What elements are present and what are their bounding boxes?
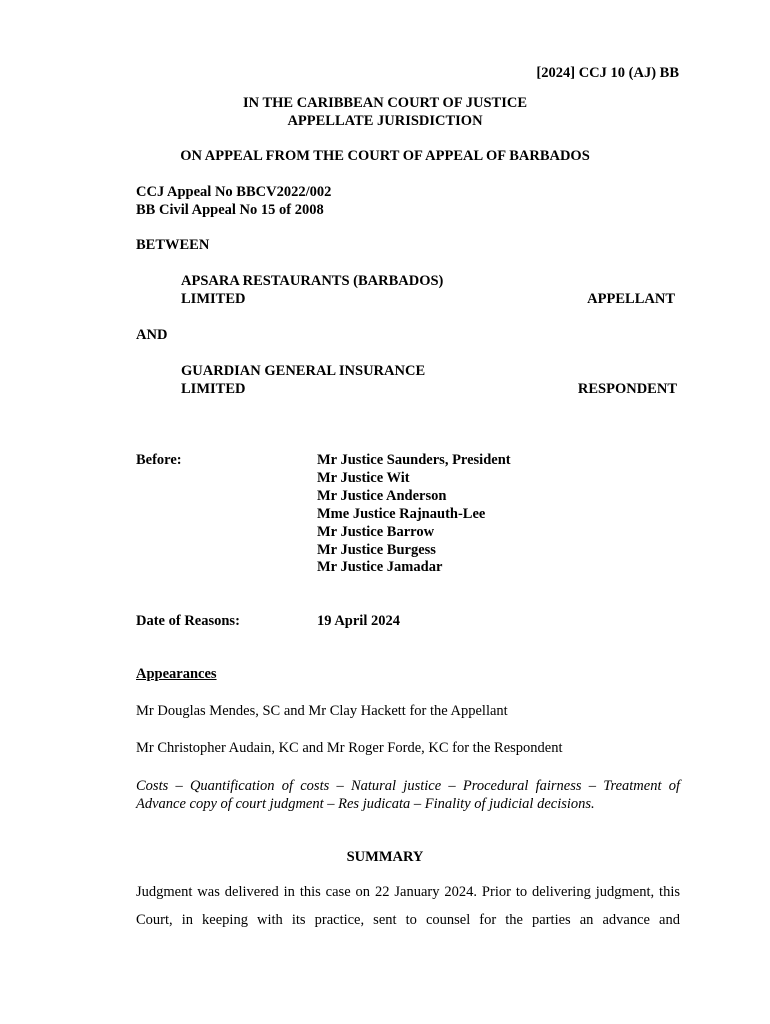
between-label: BETWEEN <box>136 237 210 253</box>
before-label: Before: <box>136 452 182 468</box>
court-name: IN THE CARIBBEAN COURT OF JUSTICE <box>242 95 528 111</box>
judge-item: Mr Justice Saunders, President <box>317 452 511 468</box>
appellant-counsel: Mr Douglas Mendes, SC and Mr Clay Hackett for the Appellant <box>136 703 508 719</box>
keywords-line2: Advance copy of court judgment – Res judicata – Finality of judicial decisions. <box>136 796 595 812</box>
jurisdiction: APPELLATE JURISDICTION <box>287 113 483 129</box>
judge-item: Mme Justice Rajnauth-Lee <box>317 506 486 522</box>
appellant-name-line1: APSARA RESTAURANTS (BARBADOS) <box>181 273 444 289</box>
judge-item: Mr Justice Anderson <box>317 488 447 504</box>
judge-item: Mr Justice Wit <box>317 470 410 486</box>
date-value: 19 April 2024 <box>317 613 400 629</box>
appellant-name-line2: LIMITED <box>181 291 246 307</box>
keywords-line1: Costs – Quantification of costs – Natural justice – Procedural fairness – Treatment of <box>136 778 680 794</box>
judge-item: Mr Justice Burgess <box>317 542 436 558</box>
summary-line1: Judgment was delivered in this case on 22 January 2024. Prior to delivering judgment, this <box>136 884 680 900</box>
summary-line2: Court, in keeping with its practice, sent to counsel for the parties an advance and <box>136 912 680 928</box>
bb-civil-appeal-number: BB Civil Appeal No 15 of 2008 <box>136 202 324 218</box>
date-label: Date of Reasons: <box>136 613 240 629</box>
respondent-counsel: Mr Christopher Audain, KC and Mr Roger Forde, KC for the Respondent <box>136 740 563 756</box>
judge-item: Mr Justice Barrow <box>317 524 435 540</box>
judge-item: Mr Justice Jamadar <box>317 559 443 575</box>
respondent-name-line2: LIMITED <box>181 381 246 397</box>
appearances-heading: Appearances <box>136 666 217 682</box>
ccj-appeal-number: CCJ Appeal No BBCV2022/002 <box>136 184 332 200</box>
and-label: AND <box>136 327 168 343</box>
neutral-citation: [2024] CCJ 10 (AJ) BB <box>536 65 679 81</box>
appeal-from: ON APPEAL FROM THE COURT OF APPEAL OF BARBADOS <box>180 148 590 164</box>
summary-heading: SUMMARY <box>346 849 424 865</box>
appellant-role: APPELLANT <box>587 291 675 307</box>
respondent-role: RESPONDENT <box>577 381 677 397</box>
respondent-name-line1: GUARDIAN GENERAL INSURANCE <box>181 363 426 379</box>
